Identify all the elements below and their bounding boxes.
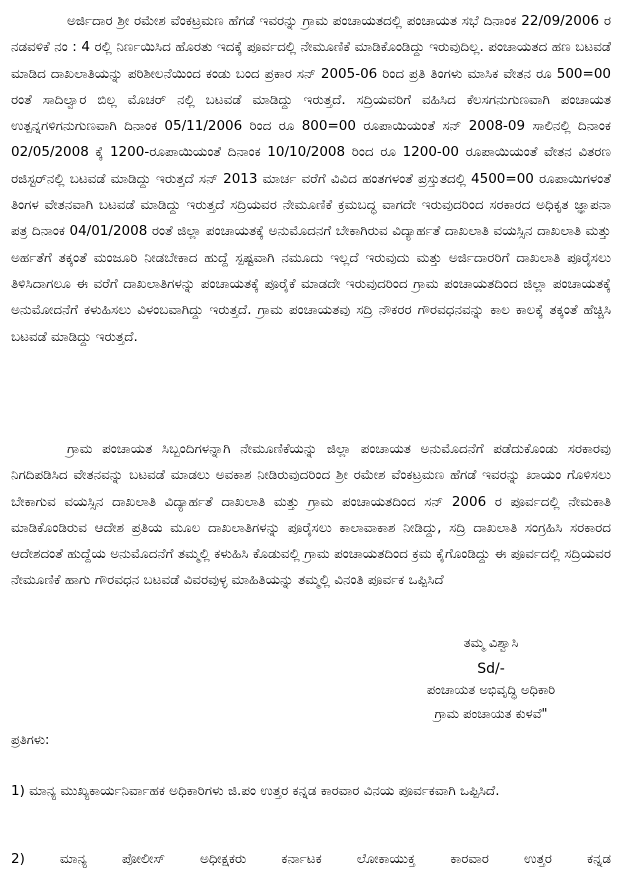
signature-signed: Sd/-: [477, 661, 505, 677]
signature-designation: ಪಂಚಾಯತ ಅಭಿವೃದ್ಧಿ ಅಧಿಕಾರಿ: [426, 683, 556, 698]
copy-recipient-1: 1) ಮಾನ್ಯ ಮುಖ್ಯಕಾರ್ಯನಿರ್ವಾಹಕ ಅಧಿಕಾರಿಗಳು ಜಿ.ಪಂ ಉತ್ತರ ಕನ್ನಡ ಕಾರವಾರ ವಿನಯ ಪೂರ್ವಕವಾಗಿ ಒಪ್ಪಿಸಿದೆ.: [11, 783, 500, 799]
body-paragraph-1: ಅರ್ಜಿದಾರ ಶ್ರೀ ರಮೇಶ ವೆಂಕಟ್ರಮಣ ಹೆಗಡೆ ಇವರನ್ನು ಗ್ರಾಮ ಪಂಚಾಯತದಲ್ಲಿ ಪಂಚಾಯತ ಸಭೆ ದಿನಾಂಕ 22/09/2006 ರ ನಡವಳಿಕೆ ನಂ : 4 ರಲ್ಲಿ ನಿರ್ಣಯಿಸಿದ ಹೊರತು ಇದಕ್ಕೆ ಪೂರ್ವದಲ್ಲಿ ನೇಮೂಣಿಕೆ ಮಾಡಿಕೊಂಡಿದ್ದು ಇರುವುದಿಲ್ಲ. ಪಂಚಾಯತದ ಹಣ ಬಟವಡೆ ಮಾಡಿದ ದಾಖಲಾತಿಯನ್ನು ಪರಿಶೀಲನೆಯಿಂದ ಕಂಡು ಬಂದ ಪ್ರಕಾರ ಸನ್ 2005-06 ರಿಂದ ಪ್ರತಿ ತಿಂಗಳು ಮಾಸಿಕ ವೇತನ ರೂ 500=00 ರಂತೆ ಸಾದಿಲ್ವಾರ ಬಿಲ್ಲ ಮೊಚರ್ ನಲ್ಲಿ ಬಟವಡೆ ಮಾಡಿದ್ದು ಇರುತ್ತದೆ. ಸದ್ರಿಯವರಿಗೆ ವಹಿಸಿದ ಕೆಲಸಗನುಗುಣವಾಗಿ ಪಂಚಾಯತ ಉತ್ಪನ್ನಗಳಿಗನುಗುಣವಾಗಿ ದಿನಾಂಕ 05/11/2006 ರಿಂದ ರೂ 800=00 ರೂಪಾಯಿಯಂತೆ ಸನ್ 2008-09 ಸಾಲಿನಲ್ಲಿ ದಿನಾಂಕ 02/05/2008 ಕ್ಕೆ 1200-ರೂಪಾಯಿಯಂತೆ ದಿನಾಂಕ 10/10/2008 ರಿಂದ ರೂ 1200-00 ರೂಪಾಯಿಯಂತೆ ವೇತನ ವಿತರಣ ರಜಿಸ್ಟರ್‌ನಲ್ಲಿ ಬಟವಡೆ ಮಾಡಿದ್ದು ಇರುತ್ತದೆ ಸನ್ 2013 ಮಾರ್ಚ ವರೆಗೆ ವಿವಿದ ಹಂತಗಳಂತೆ ಪ್ರಸ್ತುತದಲ್ಲಿ 4500=00 ರೂಪಾಯಿಗಳಂತೆ ತಿಂಗಳ ವೇತನವಾಗಿ ಬಟವಡೆ ಮಾಡಿದ್ದು ಇರುತ್ತದೆ ಸದ್ರಿಯವರ ನೇಮೂಣಿಕೆ ಕ್ರಮಬದ್ಧ ವಾಗದೇ ಇರುವುದರಿಂದ ಸರಕಾರದ ಅಧಿಕೃತ ಜ್ಞಾಪನಾ ಪತ್ರ ದಿನಾಂಕ 04/01/2008 ರಂತೆ ಜಿಲ್ಲಾ ಪಂಚಾಯತಕ್ಕೆ ಅನುಮೊದನಗೆ ಬೇಕಾಗಿರುವ ವಿದ್ಯಾರ್ಹತೆ ದಾಖಲಾತಿ ವಯಸ್ಸಿನ ದಾಖಲಾತಿ ಮತ್ತು ಅರ್ಹತೆಗೆ ತಕ್ಕಂತೆ ಮಂಜೂರಿ ನೀಡಬೇಕಾದ ಹುದ್ದೆ ಸ್ಪಷ್ಟವಾಗಿ ನಮೂದು ಇಲ್ಲದೆ ಇರುವುದು ಮತ್ತು ಅರ್ಜಿದಾರರಿಗೆ ದಾಖಲಾತಿ ಪೂರೈಸಲು ತಿಳಿಸಿದಾಗಲೂ ಈ ವರೆಗೆ ದಾಖಲಾತಿಗಳನ್ನು ಪಂಚಾಯತಕ್ಕೆ ಪೂರೈಕೆ ಮಾಡದೇ ಇರುವುದರಿಂದ ಗ್ರಾಮ ಪಂಚಾಯತದಿಂದ ಜಿಲ್ಲಾ ಪಂಚಾಯತಕ್ಕೆ ಅನುಮೋದನೆಗೆ ಕಳುಹಿಸಲು ವಿಳಂಬವಾಗಿದ್ದು ಇರುತ್ತದೆ. ಗ್ರಾಮ ಪಂಚಾಯತವು ಸದ್ರಿ ನೌಕರರ ಗೌರವಧನವನ್ನು ಕಾಲ ಕಾಲಕ್ಕೆ ತಕ್ಕಂತೆ ಹೆಚ್ಚಿಸಿ ಬಟವಡೆ ಮಾಡಿದ್ದು ಇರುತ್ತದೆ.: [11, 13, 611, 345]
copy-recipient-2: 2) ಮಾನ್ಯ ಪೋಲೀಸ್ ಅಧೀಕ್ಷಕರು ಕರ್ನಾಟಕ ಲೋಕಾಯುಕ್ತ ಕಾರವಾರ ಉತ್ತರ ಕನ್ನಡ: [11, 851, 611, 867]
signature-closing: ತಮ್ಮ ವಿಶ್ವಾಸಿ: [463, 636, 519, 651]
body-paragraph-2: ಗ್ರಾಮ ಪಂಚಾಯತ ಸಿಬ್ಬಂದಿಗಳನ್ನಾಗಿ ನೇಮೂಣಿಕೆಯನ್ನು ಜಿಲ್ಲಾ ಪಂಚಾಯತ ಅನುಮೊದನೆಗೆ ಪಡೆದುಕೊಂಡು ಸರಕಾರವು ನಿಗದಿಪಡಿಸಿದ ವೇತನವನ್ನು ಬಟವಡೆ ಮಾಡಲು ಅವಕಾಶ ನೀಡಿರುವುದರಿಂದ ಶ್ರೀ ರಮೇಶ ವೆಂಕಟ್ರಮಣ ಹೆಗಡೆ ಇವರನ್ನು ಖಾಯಂ ಗೊಳಿಸಲು ಬೇಕಾಗುವ ವಯಸ್ಸಿನ ದಾಖಲಾತಿ ವಿದ್ಯಾರ್ಹತೆ ದಾಖಲಾತಿ ಮತ್ತು ಗ್ರಾಮ ಪಂಚಾಯತದಿಂದ ಸನ್ 2006 ರ ಪೂರ್ವದಲ್ಲಿ ನೇಮಕಾತಿ ಮಾಡಿಕೊಂಡಿರುವ ಆದೇಶ ಪ್ರತಿಯ ಮೂಲ ದಾಖಲಾತಿಗಳನ್ನು ಪೂರೈಸಲು ಕಾಲಾವಾಕಾಶ ನೀಡಿದ್ದು, ಸದ್ರಿ ದಾಖಲಾತಿ ಸಂಗ್ರಹಿಸಿ ಸರಕಾರದ ಆದೇಶದಂತೆ ಹುದ್ದೆಯ ಅನುಮೊದನೆಗೆ ತಮ್ಮಲ್ಲಿ ಕಳುಹಿಸಿ ಕೊಡುವಲ್ಲಿ ಗ್ರಾಮ ಪಂಚಾಯತದಿಂದ ಕ್ರಮ ಕೈಗೊಂಡಿದ್ದು ಈ ಪೂರ್ವದಲ್ಲಿ ಸದ್ರಿಯವರ ನೇಮೂಣಿಕೆ ಹಾಗು ಗೌರವಧನ ಬಟವಡೆ ವಿವರವುಳ್ಳ ಮಾಹಿತಿಯನ್ನು ತಮ್ಮಲ್ಲಿ ವಿನಂತಿ ಪೂರ್ವಕ ಒಪ್ಪಿಸಿದೆ: [11, 441, 611, 589]
copies-heading: ಪ್ರತಿಗಳು:: [11, 733, 50, 748]
signature-office: ಗ್ರಾಮ ಪಂಚಾಯತ ಕುಳವೆ": [434, 707, 548, 722]
